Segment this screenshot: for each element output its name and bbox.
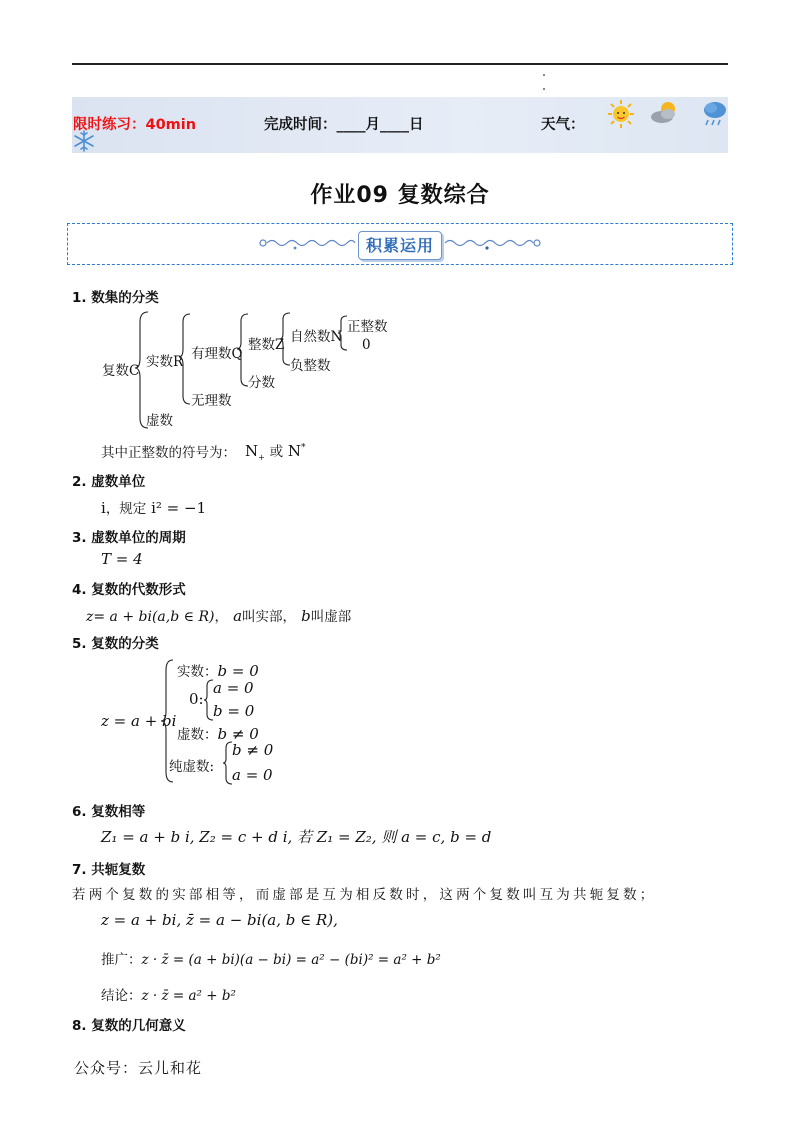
conjugate-conclusion: 结论：z · z̄ = a² + b² bbox=[101, 988, 236, 1004]
class-zero-label: 0: bbox=[189, 690, 204, 708]
section-3-heading: 3. 虚数单位的周期 bbox=[72, 530, 186, 546]
label-imag: 虚数 bbox=[146, 413, 173, 429]
section-4-heading: 4. 复数的代数形式 bbox=[72, 582, 186, 598]
period-formula: T = 4 bbox=[101, 550, 143, 568]
note-symbol: $N_+$ 或 N* bbox=[245, 442, 306, 462]
section-8-heading: 8. 复数的几何意义 bbox=[72, 1018, 186, 1034]
top-rule bbox=[72, 63, 728, 65]
label-negint: 负整数 bbox=[290, 358, 331, 374]
section-5-heading: 5. 复数的分类 bbox=[72, 636, 159, 652]
zero-cond-b: b = 0 bbox=[213, 702, 255, 720]
section-1-heading: 1. 数集的分类 bbox=[72, 290, 159, 306]
label-zero: 0 bbox=[362, 337, 371, 353]
class-real: 实数：b = 0 bbox=[177, 662, 259, 680]
rain-icon[interactable] bbox=[701, 99, 729, 129]
class-pure-label: 纯虚数: bbox=[169, 759, 215, 775]
imag-unit-def: i，规定 i² = −1 bbox=[101, 499, 207, 517]
dot-mark bbox=[543, 74, 545, 76]
conjugate-extension: 推广：z · z̄ = (a + bi)(a − bi) = a² − (bi)² = a² + b² bbox=[101, 952, 441, 968]
label-irrational: 无理数 bbox=[191, 393, 232, 409]
label-fraction: 分数 bbox=[248, 375, 275, 391]
snowflake-icon bbox=[73, 130, 95, 152]
conjugate-formula: z = a + bi, z̄ = a − bi(a, b ∈ R), bbox=[101, 911, 338, 929]
cloudy-icon[interactable] bbox=[649, 100, 681, 126]
sun-icon[interactable] bbox=[605, 99, 637, 129]
class-imag: 虚数：b ≠ 0 bbox=[177, 725, 259, 743]
page-title: 作业09 复数综合 bbox=[310, 183, 490, 208]
section-6-heading: 6. 复数相等 bbox=[72, 804, 146, 820]
dot-mark bbox=[543, 88, 545, 90]
footer-label: 公众号：云儿和花 bbox=[74, 1059, 203, 1077]
weather-label: 天气： bbox=[541, 117, 585, 133]
section-2-heading: 2. 虚数单位 bbox=[72, 474, 146, 490]
label-natural: 自然数N bbox=[290, 329, 343, 345]
zero-cond-a: a = 0 bbox=[213, 679, 254, 697]
note-prefix: 其中正整数的符号为： bbox=[101, 445, 236, 461]
pure-cond-b: b ≠ 0 bbox=[232, 741, 274, 759]
conjugate-description: 若两个复数的实部相等，而虚部是互为相反数时，这两个复数叫互为共轭复数； bbox=[72, 887, 657, 903]
label-real: 实数R bbox=[146, 354, 184, 370]
banner-label: 积累运用 bbox=[358, 231, 442, 260]
pure-cond-a: a = 0 bbox=[232, 766, 273, 784]
section-7-heading: 7. 共轭复数 bbox=[72, 862, 146, 878]
complex-lhs: z = a + bi bbox=[101, 712, 177, 730]
algebraic-form: z= a + bi(a,b ∈ R)， a叫实部， b叫虚部 bbox=[86, 607, 352, 625]
equality-formula: Z₁ = a + b i, Z₂ = c + d i, 若 Z₁ = Z₂, 则 a = c, b = d bbox=[101, 828, 492, 846]
practice-time-label: 限时练习：40min bbox=[73, 117, 197, 133]
finish-time-label: 完成时间：____月____日 bbox=[264, 117, 424, 133]
label-posint: 正整数 bbox=[347, 319, 388, 335]
label-integer: 整数Z bbox=[248, 337, 285, 353]
label-rational: 有理数Q bbox=[191, 346, 243, 362]
label-complex: 复数C bbox=[102, 363, 140, 379]
